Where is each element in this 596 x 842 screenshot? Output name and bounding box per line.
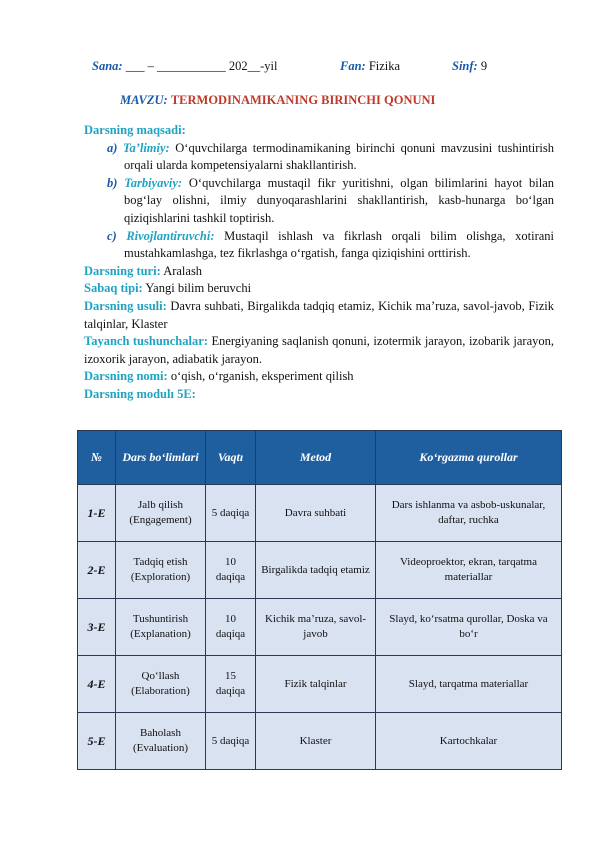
header-section: Dars bo‘limlari (116, 431, 206, 485)
lesson-kind-value: Yangi bilim beruvchi (145, 281, 252, 296)
topic-title: TERMODINAMIKANING BIRINCHI QONUNI (170, 93, 436, 107)
subject-field (340, 59, 400, 74)
lesson-name-value: o‘qish, o‘rganish, eksperiment qilish (170, 369, 354, 384)
date-label: Sana: (92, 59, 123, 73)
subject-value: Fizika (368, 59, 401, 73)
cell-section: Jalb qilish (Engagement) (116, 485, 206, 542)
cell-section: Qo‘llash (Elaboration) (116, 656, 206, 713)
lesson-model-label: Darsning modulı 5E: (84, 386, 196, 401)
goal-item (84, 140, 554, 175)
goal-label: Ta’limiy: (122, 140, 170, 155)
lesson-kind (84, 280, 554, 298)
cell-code: 4-E (78, 656, 116, 713)
lesson-method (84, 298, 554, 333)
goal-letter: a) (107, 140, 118, 155)
header-method: Metod (256, 431, 376, 485)
cell-time: 15 daqiqa (206, 656, 256, 713)
table-row (78, 542, 562, 599)
cell-time: 5 daqiqa (206, 713, 256, 770)
table-row (78, 713, 562, 770)
cell-materials: Slayd, tarqatma materiallar (376, 656, 562, 713)
cell-materials: Dars ishlanma va asbob-uskunalar, daftar, ruchka (376, 485, 562, 542)
lesson-plan-table (77, 430, 562, 770)
subject-label: Fan: (340, 59, 366, 73)
header-number: № (78, 431, 116, 485)
table-row (78, 656, 562, 713)
goal-item (84, 228, 554, 263)
cell-code: 2-E (78, 542, 116, 599)
goal-letter: c) (107, 228, 117, 243)
lesson-name (84, 368, 554, 386)
lesson-type (84, 263, 554, 281)
goals-heading: Darsning maqsadi: (84, 123, 186, 137)
date-field (92, 59, 277, 74)
cell-section: Baholash (Evaluation) (116, 713, 206, 770)
cell-materials: Videoproektor, ekran, tarqatma materiallar (376, 542, 562, 599)
table-row (78, 485, 562, 542)
cell-method: Fizik talqinlar (256, 656, 376, 713)
goal-letter: b) (107, 175, 118, 190)
date-value: ___ – ___________ 202__-yil (125, 59, 278, 73)
cell-time: 5 daqiqa (206, 485, 256, 542)
grade-label: Sinf: (452, 59, 478, 73)
key-concepts (84, 333, 554, 368)
cell-code: 5-E (78, 713, 116, 770)
lesson-type-value: Aralash (163, 263, 203, 278)
table-row (78, 599, 562, 656)
goal-text: O‘quvchilarga mustaqil fikr yuritishni, olgan bilimlarini hayot bilan bog‘lay olishni, ilmiy dunyoqarashlarini shakllantirish, kasb-hunarga bo‘lgan qiziqishlarini tashkil toptirish. (124, 175, 555, 225)
lesson-kind-label: Sabaq tipi: (84, 281, 143, 296)
cell-method: Davra suhbati (256, 485, 376, 542)
header-time: Vaqtı (206, 431, 256, 485)
topic-label: MAVZU: (120, 93, 168, 107)
cell-code: 1-E (78, 485, 116, 542)
cell-method: Kichik ma’ruza, savol-javob (256, 599, 376, 656)
lesson-method-value: Davra suhbati, Birgalikda tadqiq etamiz, Kichik ma’ruza, savol-javob, Fizik talqinlar, Klaster (84, 298, 555, 331)
cell-materials: Slayd, ko‘rsatma qurollar, Doska va bo‘r (376, 599, 562, 656)
cell-code: 3-E (78, 599, 116, 656)
table-header-row (78, 431, 562, 485)
lesson-method-label: Darsning usuli: (84, 298, 167, 313)
lesson-type-label: Darsning turi: (84, 263, 161, 278)
goal-label: Rivojlantiruvchi: (126, 228, 215, 243)
key-concepts-label: Tayanch tushunchalar: (84, 334, 208, 349)
goal-item (84, 175, 554, 228)
key-concepts-value: Energiyaning saqlanish qonuni, izotermik jarayon, izobarik jarayon, izoxorik jarayon, adiabatik jarayon. (84, 334, 555, 366)
goal-text: Mustaqil ishlash va fikrlash orqali bilim olishga, xotirani mustahkamlashga, tez fikrlashga o‘rgatish, fanga qiziqishini orttirish. (124, 228, 555, 261)
header-materials: Ko‘rgazma qurollar (376, 431, 562, 485)
cell-method: Birgalikda tadqiq etamiz (256, 542, 376, 599)
cell-method: Klaster (256, 713, 376, 770)
lesson-name-label: Darsning nomi: (84, 369, 168, 384)
lesson-info (84, 122, 554, 404)
cell-time: 10 daqiqa (206, 599, 256, 656)
cell-section: Tushuntirish (Explanation) (116, 599, 206, 656)
cell-materials: Kartochkalar (376, 713, 562, 770)
goal-label: Tarbiyaviy: (124, 175, 183, 190)
grade-value: 9 (480, 59, 488, 73)
goal-text: O‘quvchilarga termodinamikaning birinchi qonuni mavzusini tushintirish orqali ularda kompetensiyalarni shakllantirish. (124, 140, 554, 173)
topic-line (120, 93, 435, 108)
grade-field (452, 59, 487, 74)
lesson-model (84, 386, 554, 404)
cell-time: 10 daqiqa (206, 542, 256, 599)
cell-section: Tadqiq etish (Exploration) (116, 542, 206, 599)
